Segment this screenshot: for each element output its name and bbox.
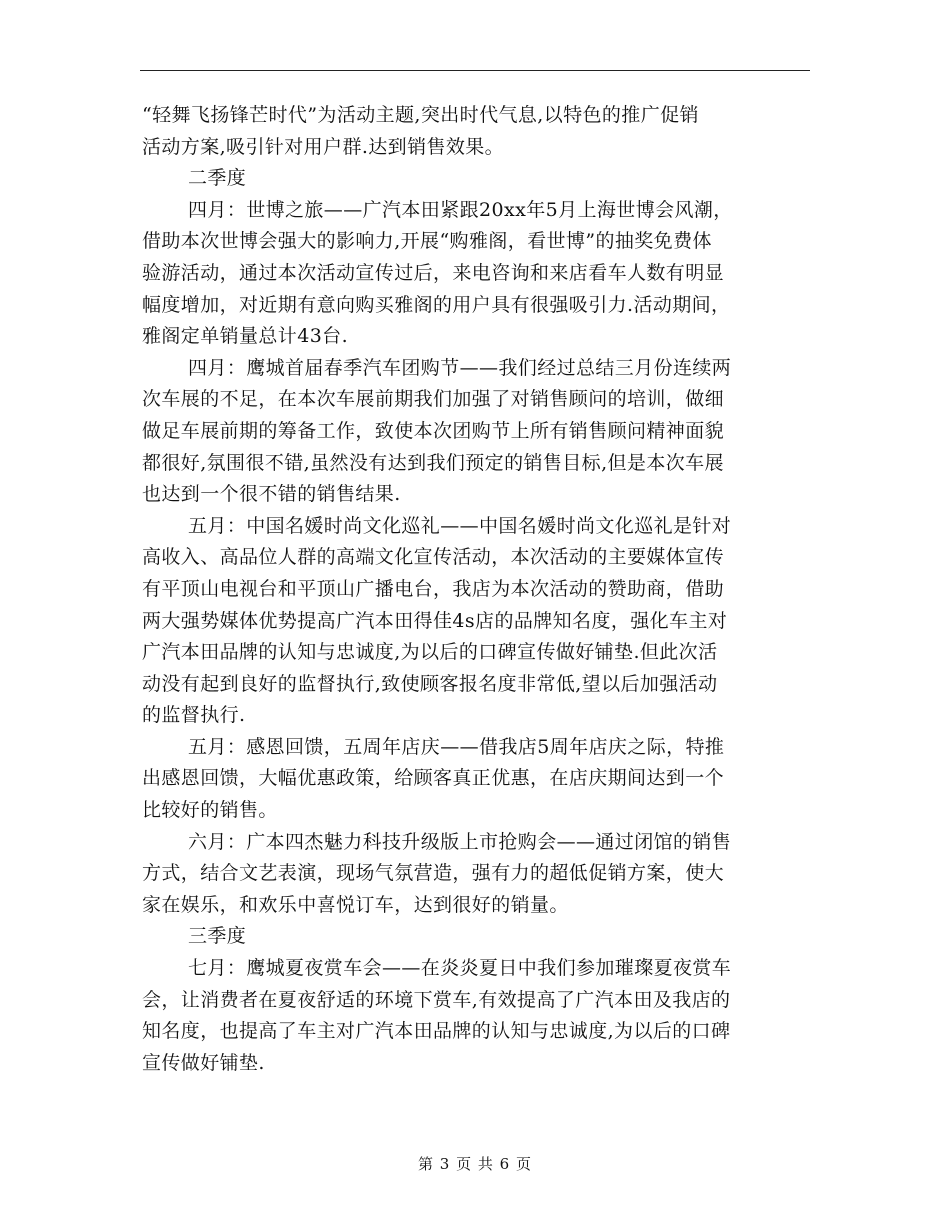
document-body [142,100,810,1079]
text-line: 做足车展前期的筹备工作，致使本次团购节上所有销售顾问精神面貌 [142,419,725,442]
header-rule [140,70,810,71]
text-line: 验游活动，通过本次活动宣传过后，来电咨询和来店看车人数有明显 [142,261,725,284]
text-line: 两大强势媒体优势提高广汽本田得佳4s店的品牌知名度，强化车主对 [142,609,728,632]
text-line: 五月：中国名媛时尚文化巡礼——中国名媛时尚文化巡礼是针对 [188,514,732,537]
text-line: 知名度，也提高了车主对广汽本田品牌的认知与忠诚度,为以后的口碑 [142,1020,731,1043]
text-line: 也达到一个很不错的销售结果. [142,483,401,506]
text-line: 高收入、高品位人群的高端文化宣传活动，本次活动的主要媒体宣传 [142,546,725,569]
text-line: 出感恩回馈，大幅优惠政策，给顾客真正优惠，在店庆期间达到一个 [142,767,725,790]
text-line: 宣传做好铺垫. [142,1051,265,1074]
text-line: 二季度 [188,167,247,190]
text-line: 借助本次世博会强大的影响力,开展“购雅阁，看世博”的抽奖免费体 [142,230,712,253]
text-line: 的监督执行. [142,704,246,727]
text-line: 三季度 [188,925,247,948]
text-line: 四月：鹰城首届春季汽车团购节——我们经过总结三月份连续两 [188,356,732,379]
text-line: 广汽本田品牌的认知与忠诚度,为以后的口碑宣传做好铺垫.但此次活 [142,641,718,664]
text-line: 都很好,氛围很不错,虽然没有达到我们预定的销售目标,但是本次车展 [142,451,724,474]
text-line: 雅阁定单销量总计43台. [142,325,349,348]
text-line: 活动方案,吸引针对用户群.达到销售效果。 [142,135,505,158]
text-line: 五月：感恩回馈，五周年店庆——借我店5周年店庆之际，特推 [188,735,725,758]
text-line: 七月：鹰城夏夜赏车会——在炎炎夏日中我们参加璀璨夏夜赏车 [188,957,732,980]
page-footer: 第 3 页 共 6 页 [418,1155,532,1173]
text-line: 有平顶山电视台和平顶山广播电台，我店为本次活动的赞助商，借助 [142,577,725,600]
text-line: “轻舞飞扬锋芒时代”为活动主题,突出时代气息,以特色的推广促销 [142,104,699,126]
text-line: 方式，结合文艺表演，现场气氛营造，强有力的超低促销方案，使大 [142,862,725,885]
text-line: 六月：广本四杰魅力科技升级版上市抢购会——通过闭馆的销售 [188,830,732,853]
text-line: 四月：世博之旅——广汽本田紧跟20xx年5月上海世博会风潮， [188,198,733,221]
text-line: 比较好的销售。 [142,799,278,822]
text-line: 动没有起到良好的监督执行,致使顾客报名度非常低,望以后加强活动 [142,672,718,695]
text-line: 次车展的不足，在本次车展前期我们加强了对销售顾问的培训，做细 [142,388,725,411]
text-line: 家在娱乐，和欢乐中喜悦订车，达到很好的销量。 [142,893,569,916]
text-line: 幅度增加，对近期有意向购买雅阁的用户具有很强吸引力.活动期间， [142,293,731,316]
text-line: 会，让消费者在夏夜舒适的环境下赏车,有效提高了广汽本田及我店的 [142,988,731,1011]
